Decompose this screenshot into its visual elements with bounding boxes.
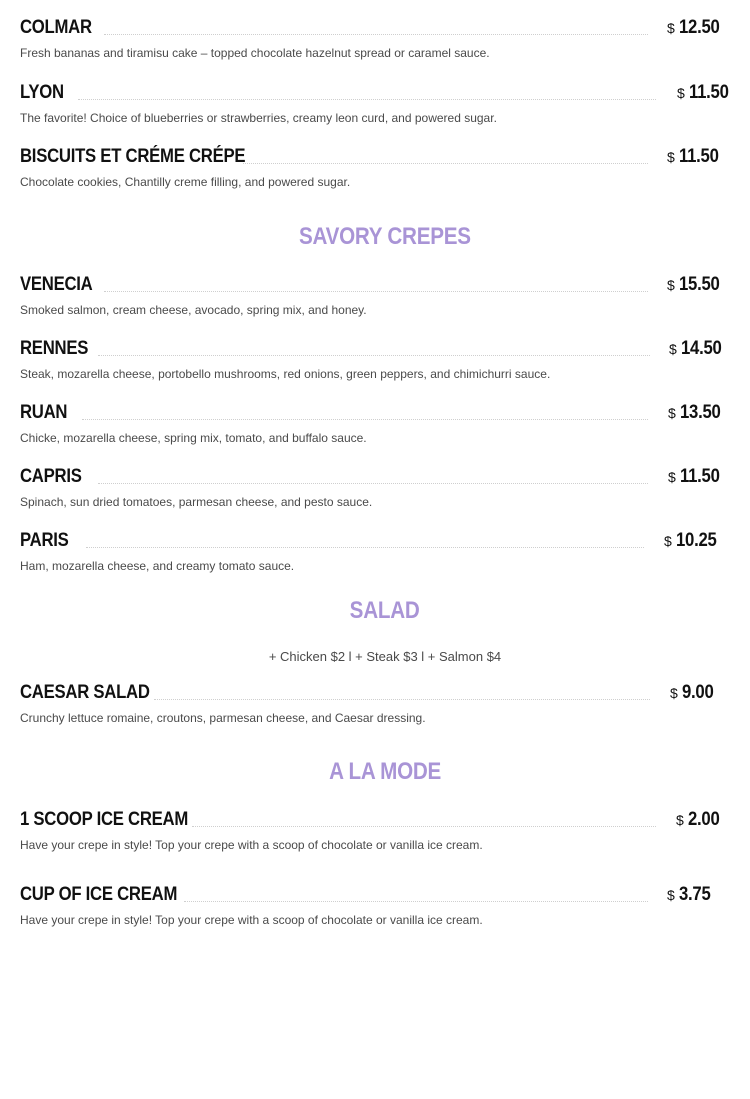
item-description: Chicke, mozarella cheese, spring mix, tomato, and buffalo sauce. xyxy=(20,431,367,445)
dotted-leader xyxy=(86,547,644,548)
dotted-leader xyxy=(192,826,656,827)
dotted-leader xyxy=(78,99,656,100)
item-name: BISCUITS ET CRÉME CRÉPE xyxy=(20,146,246,167)
dotted-leader xyxy=(82,419,648,420)
item-price: $ 9.00 xyxy=(670,682,714,703)
item-name: VENECIA xyxy=(20,274,93,295)
item-description: Steak, mozarella cheese, portobello mushrooms, red onions, green peppers, and chimichurri sauce. xyxy=(20,367,551,381)
item-price: $ 11.50 xyxy=(668,466,720,487)
item-name: CUP OF ICE CREAM xyxy=(20,884,178,905)
item-description: Ham, mozarella cheese, and creamy tomato sauce. xyxy=(20,559,295,573)
item-description: Fresh bananas and tiramisu cake – topped chocolate hazelnut spread or caramel sauce. xyxy=(20,46,490,60)
dotted-leader xyxy=(154,699,650,700)
dotted-leader xyxy=(98,483,648,484)
item-description: Have your crepe in style! Top your crepe with a scoop of chocolate or vanilla ice cream. xyxy=(20,838,483,852)
item-price: $ 14.50 xyxy=(669,338,722,359)
dotted-leader xyxy=(184,901,648,902)
item-price: $ 13.50 xyxy=(668,402,721,423)
item-name: CAESAR SALAD xyxy=(20,682,150,703)
item-description: Spinach, sun dried tomatoes, parmesan cheese, and pesto sauce. xyxy=(20,495,373,509)
item-name: CAPRIS xyxy=(20,466,82,487)
dotted-leader xyxy=(98,355,650,356)
item-name: RUAN xyxy=(20,402,68,423)
dotted-leader xyxy=(104,34,648,35)
item-price: $ 11.50 xyxy=(667,146,719,167)
item-description: Chocolate cookies, Chantilly creme filling, and powered sugar. xyxy=(20,175,351,189)
item-price: $ 3.75 xyxy=(667,884,711,905)
item-price: $ 11.50 xyxy=(677,82,729,103)
item-description: Have your crepe in style! Top your crepe with a scoop of chocolate or vanilla ice cream. xyxy=(20,913,483,927)
section-heading-a-la-mode: A LA MODE xyxy=(329,758,441,785)
item-description: Crunchy lettuce romaine, croutons, parmesan cheese, and Caesar dressing. xyxy=(20,711,426,725)
item-description: The favorite! Choice of blueberries or strawberries, creamy leon curd, and powered sugar. xyxy=(20,111,497,125)
item-name: 1 SCOOP ICE CREAM xyxy=(20,809,189,830)
item-name: RENNES xyxy=(20,338,89,359)
item-price: $ 12.50 xyxy=(667,17,720,38)
item-price: $ 15.50 xyxy=(667,274,720,295)
item-price: $ 10.25 xyxy=(664,530,717,551)
item-name: COLMAR xyxy=(20,17,92,38)
section-heading-savory-crepes: SAVORY CREPES xyxy=(299,223,471,250)
item-price: $ 2.00 xyxy=(676,809,720,830)
item-name: PARIS xyxy=(20,530,69,551)
dotted-leader xyxy=(104,291,648,292)
item-description: Smoked salmon, cream cheese, avocado, spring mix, and honey. xyxy=(20,303,367,317)
section-heading-salad: SALAD xyxy=(350,597,420,624)
item-name: LYON xyxy=(20,82,64,103)
salad-addons: + Chicken $2 l + Steak $3 l + Salmon $4 xyxy=(268,649,502,664)
dotted-leader xyxy=(243,163,648,164)
